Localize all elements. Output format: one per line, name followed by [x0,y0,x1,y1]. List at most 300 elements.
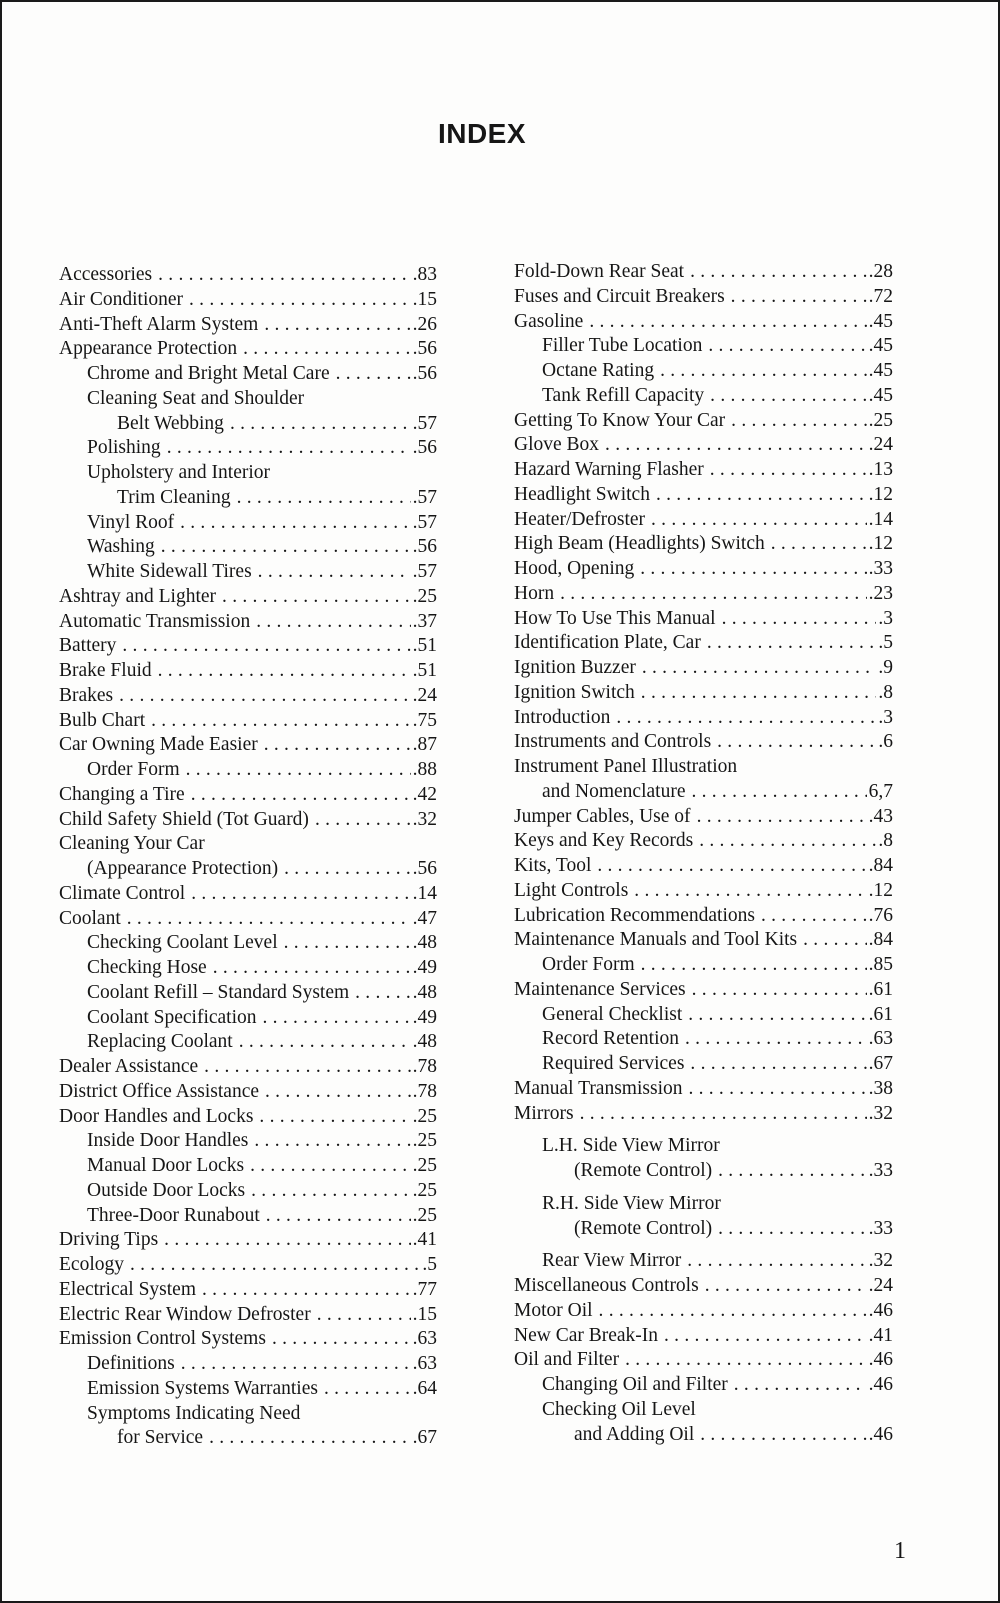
index-entry-page: .56 [412,536,437,558]
dot-leader [230,412,411,437]
dot-leader [258,560,411,585]
dot-leader [688,1003,866,1028]
dot-leader [605,433,867,458]
index-entry [59,1426,437,1451]
index-entry-label: Instruments and Controls [514,731,712,753]
dot-leader [266,1204,411,1229]
index-entry-page: .33 [868,558,893,579]
index-entry-label: Order Form [542,954,635,975]
index-entry-page: .83 [412,264,437,285]
index-entry-page: .8 [878,681,893,703]
index-entry-label: Checking Hose [87,957,207,978]
dot-leader [731,285,867,310]
index-entry-page: .56 [412,858,437,879]
index-entry [59,362,437,387]
index-entry-label: Changing Oil and Filter [542,1374,728,1395]
index-entry [59,1204,437,1229]
index-entry [59,486,437,511]
index-entry-page: .9 [878,657,893,678]
index-entry-label: Filler Tube Location [542,335,703,357]
dot-leader [251,1179,410,1204]
index-entry-page: .14 [412,882,437,904]
index-entry-page: .42 [412,783,437,805]
index-entry [514,681,893,706]
index-entry-label: Hazard Warning Flasher [514,459,704,480]
index-entry [514,334,893,359]
index-entry-label: Brakes [59,684,114,706]
index-entry [514,458,893,483]
index-entry [514,854,893,879]
index-entry [514,483,893,508]
index-entry-page: .87 [412,734,437,756]
index-entry-label: White Sidewall Tires [87,561,252,582]
index-entry-label: Keys and Key Records [514,830,694,852]
index-entry-page: .43 [868,805,893,827]
index-entry-label: Hood, Opening [514,558,635,579]
index-entry [59,907,437,932]
index-entry-label: Getting To Know Your Car [514,409,726,431]
dot-leader [641,681,877,706]
dot-leader [580,1102,867,1127]
index-entry [514,433,893,458]
index-entry-label: New Car Break-In [514,1324,659,1346]
index-entry [59,1154,437,1179]
index-entry [514,409,893,434]
index-entry-page: .5 [422,1254,437,1275]
index-entry-label: Coolant [59,907,121,929]
dot-leader [202,1278,411,1303]
index-entry [514,1348,893,1373]
index-entry [514,755,893,780]
index-entry-page: .45 [868,384,893,406]
index-entry [514,706,893,731]
dot-leader [700,1423,866,1448]
index-entry [59,709,437,734]
dot-leader [263,1006,411,1031]
index-entry-label: Light Controls [514,879,629,901]
dot-leader [158,659,411,684]
index-entry-label: Heater/Defroster [514,508,646,530]
index-entry-page: .67 [868,1053,893,1074]
dot-leader [699,829,876,854]
index-entry-label: Oil and Filter [514,1349,620,1371]
dot-leader [597,854,866,879]
dot-leader [284,931,411,956]
index-entry [514,1134,893,1159]
index-entry-label: and Adding Oil [574,1423,695,1445]
index-entry [59,659,437,684]
index-entry [59,808,437,833]
index-entry [59,610,437,635]
dot-leader [130,1253,420,1278]
index-entry-page: .51 [412,635,437,657]
index-entry [59,412,437,437]
index-entry-page: .25 [412,585,437,607]
index-entry [59,535,437,560]
index-entry [59,387,437,412]
index-entry-page: .23 [868,582,893,604]
index-entry [59,263,437,288]
index-entry-label: Record Retention [542,1028,680,1050]
dot-leader [705,1274,867,1299]
index-entry-label: Driving Tips [59,1229,159,1251]
index-entry-page: .15 [412,1303,437,1325]
index-entry-page: .48 [412,1031,437,1053]
index-entry [59,1006,437,1031]
index-entry-page: .77 [412,1278,437,1300]
index-entry [59,1080,437,1105]
index-entry-page: .33 [868,1160,893,1181]
dot-leader [664,1324,867,1349]
index-entry-label: Definitions [87,1353,175,1374]
index-entry-label: Gasoline [514,310,584,332]
index-entry-page: .12 [868,533,893,555]
index-entry [59,1402,437,1427]
index-entry [59,857,437,882]
index-entry [514,1324,893,1349]
index-entry [514,310,893,335]
dot-leader [324,1377,411,1402]
dot-leader [259,1105,410,1130]
index-entry-label: Electric Rear Window Defroster [59,1303,311,1325]
dot-leader [710,384,866,409]
index-entry-label: (Remote Control) [574,1217,713,1239]
index-entry-label: Three-Door Runabout [87,1204,260,1226]
index-entry-page: .47 [412,907,437,929]
index-entry-page: .67 [412,1427,437,1449]
index-entry-label: Maintenance Manuals and Tool Kits [514,929,798,951]
dot-leader [718,1217,867,1242]
index-entry-label: Accessories [59,264,153,285]
index-entry-label: Inside Door Handles [87,1130,249,1152]
index-entry-page: .24 [412,684,437,706]
index-entry [514,1027,893,1052]
index-entry [514,607,893,632]
index-entry-label: L.H. Side View Mirror [542,1135,720,1157]
index-entry [59,634,437,659]
index-entry-label: Cleaning Your Car [59,833,205,855]
index-entry [514,904,893,929]
index-entry-label: Car Owning Made Easier [59,734,258,756]
index-entry-page: .76 [868,904,893,926]
index-entry-page: .12 [868,483,893,505]
index-entry-label: Instrument Panel Illustration [514,756,738,777]
index-entry-label: Horn [514,582,555,604]
index-entry [59,560,437,585]
index-entry-label: Manual Door Locks [87,1155,245,1176]
index-entry-page: .45 [868,360,893,381]
dot-leader [690,1052,866,1077]
dot-leader [640,557,866,582]
index-entry-page: .8 [878,830,893,852]
index-entry [514,260,893,285]
index-entry-page: .49 [412,1006,437,1028]
index-entry [59,1055,437,1080]
dot-leader [690,260,867,285]
index-entry-label: Manual Transmission [514,1077,683,1099]
index-entry [59,931,437,956]
dot-leader [707,631,877,656]
dot-leader [616,706,876,731]
index-entry-page: .48 [412,932,437,954]
dot-leader [589,310,866,335]
dot-leader [708,334,866,359]
index-entry-page: .25 [868,409,893,431]
index-entry-label: Polishing [87,437,161,459]
index-entry [59,313,437,338]
index-entry-page: .5 [878,632,893,654]
index-entry-label: Coolant Refill – Standard System [87,981,350,1003]
index-entry-label: How To Use This Manual [514,607,716,629]
index-entry [59,1278,437,1303]
index-entry-label: Ashtray and Lighter [59,585,217,607]
index-entry [59,1030,437,1055]
dot-leader [691,780,866,805]
index-entry-label: Maintenance Services [514,978,686,1000]
page-title: INDEX [437,118,527,149]
dot-leader [243,337,410,362]
index-entry-page: .32 [868,1250,893,1272]
index-entry [514,656,893,681]
index-entry [514,582,893,607]
index-entry-page: .32 [868,1102,893,1124]
dot-leader [191,783,411,808]
index-entry-page: .78 [412,1056,437,1077]
index-entry-page: .64 [412,1377,437,1399]
index-entry-label: Air Conditioner [59,288,184,310]
dot-leader [186,758,411,783]
index-entry [59,758,437,783]
index-entry [514,928,893,953]
index-entry [514,978,893,1003]
dot-leader [167,436,411,461]
dot-leader [641,953,867,978]
index-entry [514,1102,893,1127]
index-entry-label: Lubrication Recommendations [514,904,755,926]
index-entry [514,1423,893,1448]
index-entry-label: Anti-Theft Alarm System [59,313,259,335]
index-entry [59,1327,437,1352]
index-entry-label: Fuses and Circuit Breakers [514,285,725,307]
index-entry-label: Upholstery and Interior [87,462,271,483]
dot-leader [158,263,410,288]
index-entry-label: District Office Assistance [59,1080,260,1102]
index-entry-page: .41 [412,1229,437,1251]
index-entry-label: Coolant Specification [87,1006,257,1028]
index-entry-label: Octane Rating [542,360,655,381]
index-entry [514,829,893,854]
index-entry-label: Headlight Switch [514,483,650,505]
index-entry [59,1179,437,1204]
index-entry-page: .72 [868,285,893,307]
index-entry-page: .46 [868,1349,893,1371]
index-entry-label: Required Services [542,1053,685,1074]
index-entry [514,631,893,656]
index-entry [514,1373,893,1398]
index-entry-page: .61 [868,978,893,1000]
index-entry-page: .32 [412,808,437,830]
index-entry-label: Brake Fluid [59,660,152,681]
index-entry-label: Tank Refill Capacity [542,384,705,406]
index-entry-page: .57 [412,561,437,582]
index-entry-page: .3 [878,706,893,728]
dot-leader [731,409,866,434]
index-entry [59,461,437,486]
index-entry-label: Checking Oil Level [542,1398,696,1420]
index-entry [514,1274,893,1299]
dot-leader [718,1159,867,1184]
index-entry-label: Fold-Down Rear Seat [514,261,685,282]
index-entry-label: Mirrors [514,1102,574,1124]
index-entry-page: .56 [412,363,437,384]
dot-leader [317,1303,411,1328]
dot-leader [239,1030,411,1055]
index-entry [59,511,437,536]
dot-leader [734,1373,867,1398]
dot-leader [222,585,411,610]
index-entry [514,1398,893,1423]
dot-leader [191,882,410,907]
index-entry-page: .49 [412,957,437,978]
index-entry-page: .38 [868,1077,893,1099]
index-entry-page: .14 [868,508,893,530]
index-entry-page: .84 [868,855,893,876]
dot-leader [151,709,411,734]
index-entry [514,532,893,557]
index-entry-page: .85 [868,954,893,975]
index-entry-page: .12 [868,879,893,901]
index-entry-page: .56 [412,338,437,360]
index-entry-label: Kits, Tool [514,855,592,876]
index-entry-label: Automatic Transmission [59,610,251,632]
index-entry-label: Belt Webbing [117,412,224,434]
page-number: 1 [894,1538,906,1564]
dot-leader [256,610,410,635]
index-entry-page: .25 [412,1179,437,1201]
index-entry [59,1228,437,1253]
index-entry [514,1217,893,1242]
index-entry-page: .37 [412,610,437,632]
index-entry [514,557,893,582]
index-entry-label: Motor Oil [514,1299,593,1321]
index-entry [514,879,893,904]
index-entry [59,1129,437,1154]
index-entry-page: .26 [412,313,437,335]
index-entry [59,1377,437,1402]
index-entry [514,508,893,533]
dot-leader [315,808,411,833]
index-entry [59,684,437,709]
dot-leader [710,458,867,483]
dot-leader [180,511,411,536]
dot-leader [119,684,410,709]
index-entry-label: Cleaning Seat and Shoulder [87,387,305,409]
index-entry-page: .13 [868,459,893,480]
index-column-left [59,263,437,1451]
index-entry-page: .25 [412,1204,437,1226]
index-entry [514,1299,893,1324]
index-entry-label: Dealer Assistance [59,1056,199,1077]
index-entry-page: .84 [868,929,893,951]
dot-leader [717,730,876,755]
dot-leader [189,288,411,313]
index-entry-label: Ignition Switch [514,681,635,703]
index-entry [514,1003,893,1028]
dot-leader [642,656,877,681]
index-entry-label: Symptoms Indicating Need [87,1402,301,1424]
index-entry-label: Door Handles and Locks [59,1105,254,1127]
index-entry [59,1105,437,1130]
dot-leader [685,1027,867,1052]
index-entry [514,285,893,310]
index-entry-label: Battery [59,635,117,657]
index-entry [59,733,437,758]
index-entry-page: .15 [412,288,437,310]
index-entry-page: .56 [412,437,437,459]
dot-leader [122,634,410,659]
dot-leader [213,956,411,981]
dot-leader [722,607,877,632]
dot-leader [660,359,867,384]
index-entry-page: .48 [412,981,437,1003]
index-entry-page: .78 [412,1080,437,1102]
index-entry-page: .24 [868,1275,893,1296]
index-entry-page: .46 [868,1374,893,1395]
index-entry [59,1303,437,1328]
index-entry [59,832,437,857]
index-entry-page: .75 [412,709,437,731]
index-entry-label: (Remote Control) [574,1160,713,1181]
index-entry [59,337,437,362]
index-column-right [514,260,893,1447]
dot-leader [803,928,866,953]
index-entry-page: .45 [868,310,893,332]
index-entry-label: Ecology [59,1254,124,1275]
dot-leader [265,1080,411,1105]
index-entry-page: .57 [412,511,437,533]
index-entry-label: Order Form [87,759,180,780]
dot-leader [336,362,411,387]
index-entry-page: .25 [412,1155,437,1176]
index-entry-label: Bulb Chart [59,709,146,731]
dot-leader [250,1154,411,1179]
index-entry-label: General Checklist [542,1003,683,1025]
index-entry [59,783,437,808]
index-entry-label: High Beam (Headlights) Switch [514,533,765,555]
index-entry-label: Appearance Protection [59,338,238,360]
index-entry-label: Climate Control [59,882,186,904]
index-entry [514,730,893,755]
dot-leader [264,313,410,338]
index-entry-label: Glove Box [514,434,600,456]
dot-leader [254,1129,410,1154]
index-entry-label: (Appearance Protection) [87,858,279,879]
index-entry [514,1159,893,1184]
dot-leader [127,907,411,932]
dot-leader [355,981,410,1006]
index-entry [514,780,893,805]
index-entry-page: .61 [868,1003,893,1025]
index-entry [514,1077,893,1102]
index-entry-label: Ignition Buzzer [514,657,636,678]
dot-leader [687,1249,866,1274]
index-entry-page: .45 [868,335,893,357]
dot-leader [204,1055,410,1080]
index-entry-label: Washing [87,536,155,558]
index-entry-label: Child Safety Shield (Tot Guard) [59,808,309,830]
index-entry [59,956,437,981]
index-entry [59,585,437,610]
